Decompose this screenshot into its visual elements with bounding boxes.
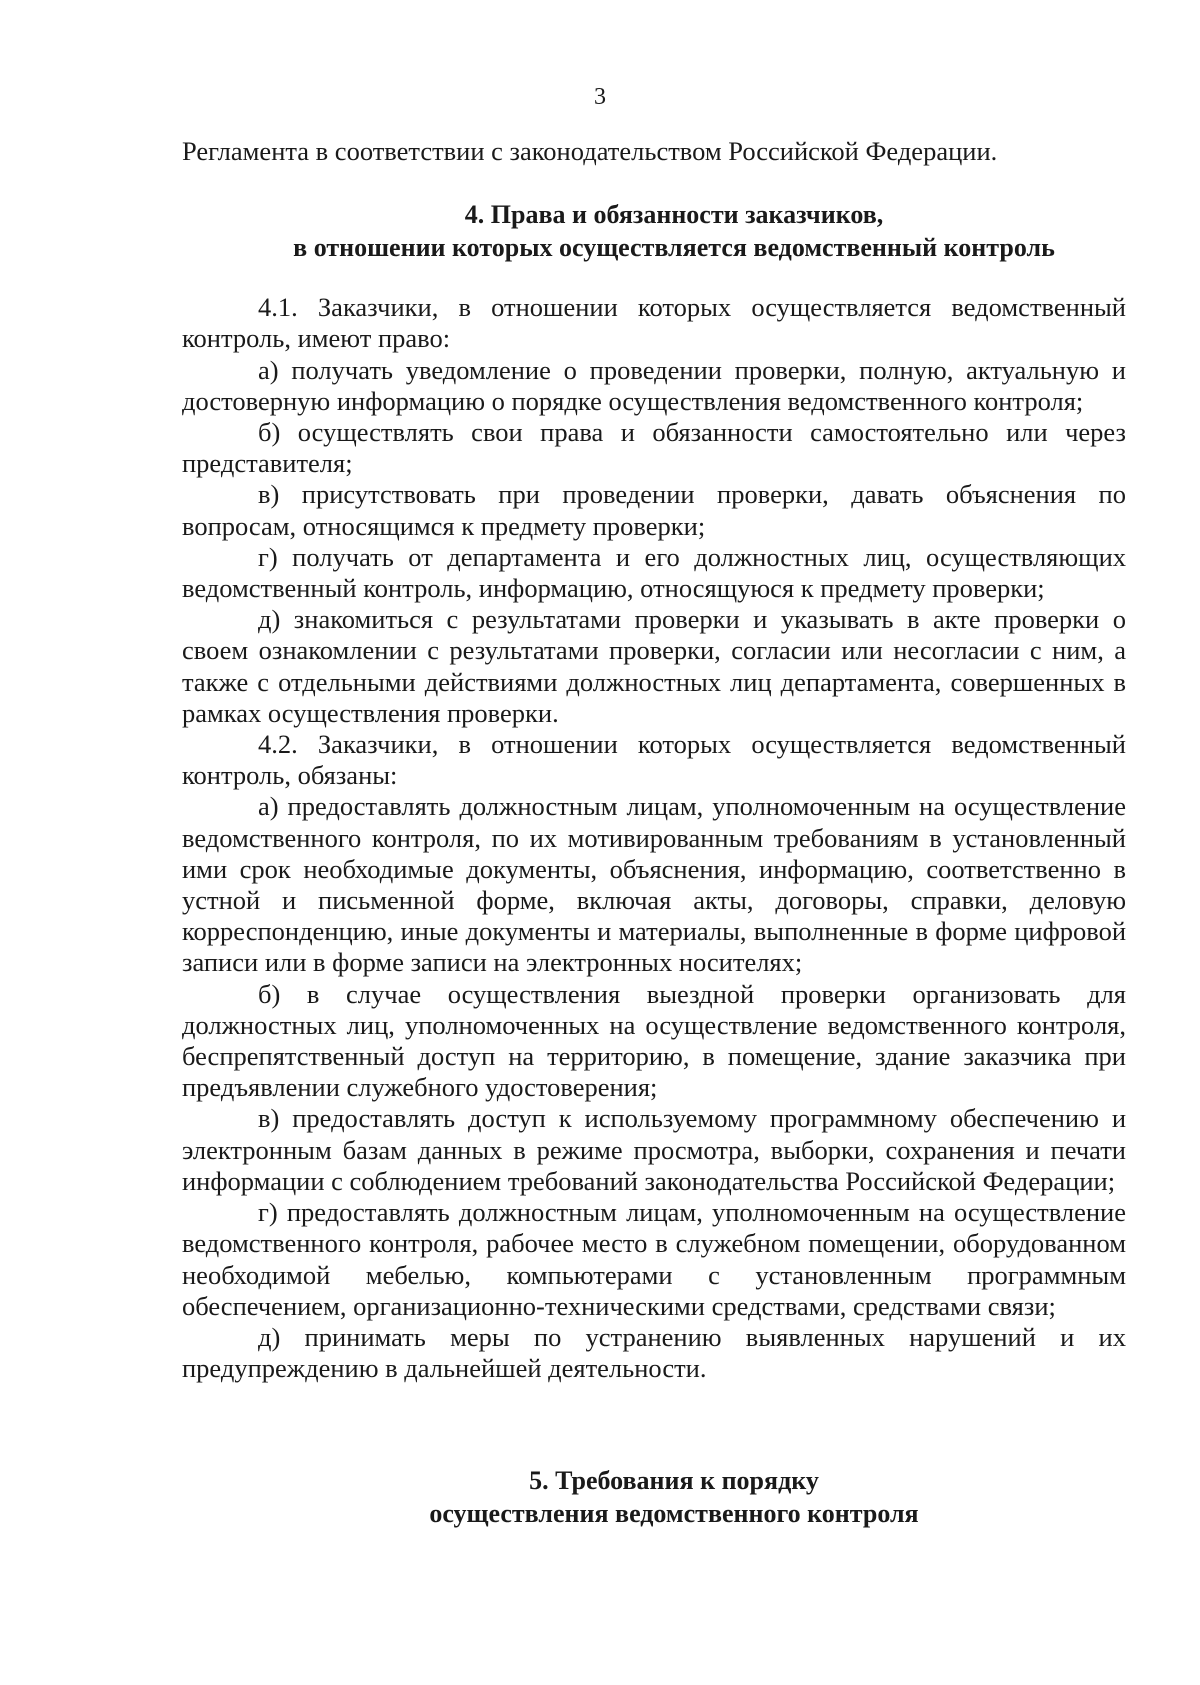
document-body [182,136,1126,1384]
section-5-title-line-1: 5. Требования к порядку [529,1466,819,1495]
section-5-heading [182,1464,1126,1530]
paragraph-4-2-a: а) предоставлять должностным лицам, уполномоченным на осуществление ведомственного контроля, по их мотивированным требованиям в установленный ими срок необходимые документы, объяснения, информацию, соответственно в устной и письменной форме, включая акты, договоры, справки, деловую корреспонденцию, иные документы и материалы, выполненные в форме цифровой записи или в форме записи на электронных носителях; [182,791,1126,978]
section-4-heading [182,198,1126,264]
paragraph-4-1-g: г) получать от департамента и его должностных лиц, осуществляющих ведомственный контроль, информацию, относящуюся к предмету проверки; [182,541,1126,604]
paragraph-4-1-a: а) получать уведомление о проведении проверки, полную, актуальную и достоверную информацию о порядке осуществления ведомственного контроля; [182,354,1126,416]
lead-fragment: Регламента в соответствии с законодательством Российской Федерации. [182,136,998,166]
paragraph-4-2: 4.2. Заказчики, в отношении которых осуществляется ведомственный контроль, обязаны: [182,729,1126,791]
paragraph-4-2-b: б) в случае осуществления выездной проверки организовать для должностных лиц, уполномоченных на осуществление ведомственного контроля, беспрепятственный доступ на территорию, в помещение, здание заказчика при предъявлении служебного удостоверения; [182,978,1126,1103]
paragraph-4-2-g: г) предоставлять должностным лицам, уполномоченным на осуществление ведомственного контроля, рабочее место в служебном помещении, оборудованном необходимой мебелью, компьютерами с установленным программным обеспечением, организационно-техническими средствами, средствами связи; [182,1197,1126,1321]
paragraph-4-1-b: б) осуществлять свои права и обязанности самостоятельно или через представителя; [182,417,1126,479]
section-4-title-line-2: в отношении которых осуществляется ведомственный контроль [293,233,1055,263]
section-5-title-line-2: осуществления ведомственного контроля [429,1499,919,1528]
page-number: 3 [594,84,606,110]
paragraph-4-1-d: д) знакомиться с результатами проверки и указывать в акте проверки о своем ознакомлении с результатами проверки, согласии или несогласии с ним, а также с отдельными действиями должностных лиц департамента, совершенных в рамках осуществления проверки. [182,604,1126,728]
paragraph-4-2-v: в) предоставлять доступ к используемому программному обеспечению и электронным базам данных в режиме просмотра, выборки, сохранения и печати информации с соблюдением требований законодательства Российской Федерации; [182,1103,1126,1196]
paragraph-4-1-v: в) присутствовать при проведении проверки, давать объяснения по вопросам, относящимся к предмету проверки; [182,479,1126,541]
paragraph-4-1: 4.1. Заказчики, в отношении которых осуществляется ведомственный контроль, имеют право: [182,292,1126,354]
paragraph-4-2-d: д) принимать меры по устранению выявленных нарушений и их предупреждению в дальнейшей деятельности. [182,1321,1126,1384]
section-4-title-line-1: 4. Права и обязанности заказчиков, [464,200,884,230]
